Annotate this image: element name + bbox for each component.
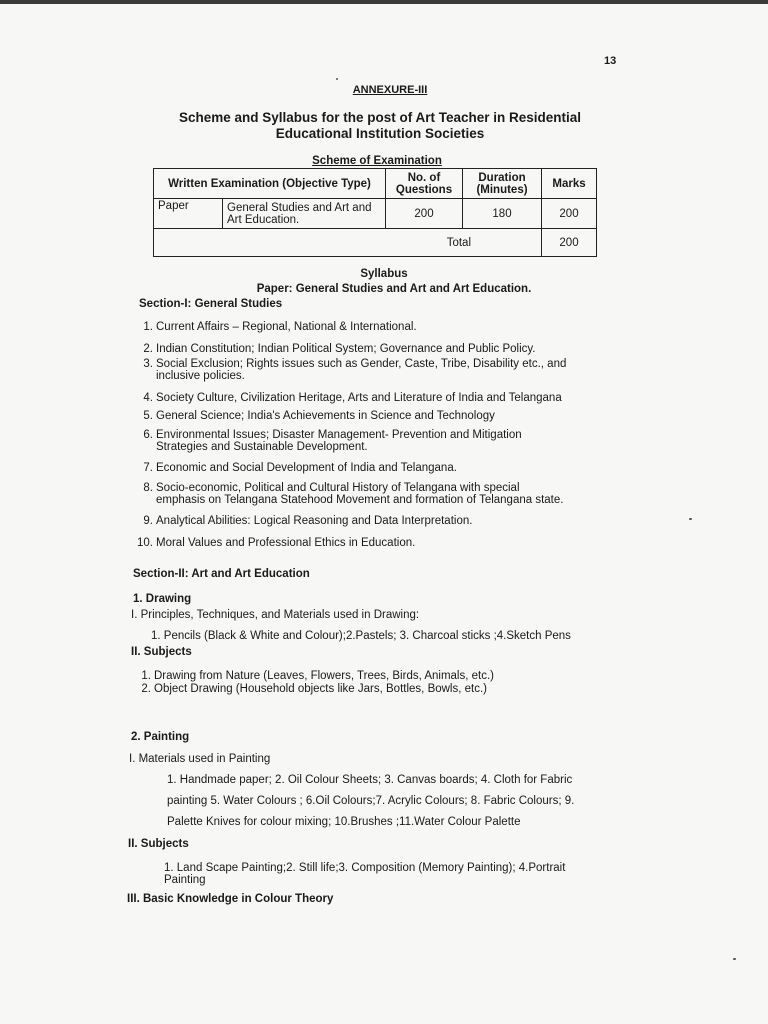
colour-theory-heading: III. Basic Knowledge in Colour Theory [127, 893, 334, 905]
section-1-heading: Section-I: General Studies [139, 298, 283, 310]
scheme-total-row [154, 229, 597, 257]
row-questions: 200 [386, 199, 463, 229]
scan-speck [336, 78, 338, 80]
item-text: Current Affairs – Regional, National & International. [156, 321, 417, 333]
painting-materials-heading: I. Materials used in Painting [129, 753, 271, 765]
header-duration-1: Duration [478, 171, 526, 184]
item-text-line-2: inclusive policies. [156, 370, 245, 382]
item-number: 1. [141, 670, 151, 682]
item-text-line-1: Environmental Issues; Disaster Management- Prevention and Mitigation [156, 429, 522, 441]
syllabus-heading: Syllabus [360, 268, 408, 280]
materials-line-2: painting 5. Water Colours ; 6.Oil Colours;7. Acrylic Colours; 8. Fabric Colours; 9. [167, 795, 575, 807]
header-exam: Written Examination (Objective Type) [154, 169, 386, 199]
row-marks: 200 [542, 199, 597, 229]
item-text-line-2: Strategies and Sustainable Development. [156, 441, 368, 453]
drawing-subjects-heading: II. Subjects [131, 646, 192, 658]
header-marks: Marks [542, 169, 597, 199]
list-item [137, 321, 417, 333]
total-label: Total [154, 229, 542, 257]
header-questions-2: Questions [395, 183, 453, 196]
document-title [150, 110, 610, 142]
annexure-text: ANNEXURE-III [352, 84, 428, 96]
scheme-header-row [154, 169, 597, 199]
annexure-label [0, 84, 768, 96]
item-text: General Science; India's Achievements in Science and Technology [156, 410, 495, 422]
page-number: 13 [604, 55, 617, 67]
item-number: 10. [137, 537, 153, 549]
list-item [137, 482, 563, 506]
item-number: 8. [143, 482, 153, 494]
list-item [135, 670, 494, 682]
item-number: 2. [143, 343, 153, 355]
item-text-line-1: Social Exclusion; Rights issues such as Gender, Caste, Tribe, Disability etc., and [156, 358, 567, 370]
total-marks: 200 [542, 229, 597, 257]
list-item [137, 462, 457, 474]
item-number: 7. [143, 462, 153, 474]
item-text: Indian Constitution; Indian Political System; Governance and Public Policy. [156, 343, 536, 355]
item-text: Moral Values and Professional Ethics in Education. [156, 537, 416, 549]
item-text [156, 358, 566, 382]
scan-edge [0, 0, 768, 4]
item-text: Drawing from Nature (Leaves, Flowers, Trees, Birds, Animals, etc.) [154, 670, 494, 682]
scan-speck [733, 958, 736, 960]
item-number: 2. [141, 683, 151, 695]
paper-heading: Paper: General Studies and Art and Art Education. [256, 283, 532, 295]
item-text-line-1: Socio-economic, Political and Cultural History of Telangana with special [156, 482, 520, 494]
header-duration [463, 169, 542, 199]
list-item [137, 515, 472, 527]
painting-subjects-list [164, 862, 565, 886]
scheme-table [153, 168, 597, 257]
list-item [137, 537, 415, 549]
header-questions-1: No. of [407, 171, 441, 184]
section-2-heading: Section-II: Art and Art Education [133, 568, 310, 580]
list-item [137, 358, 566, 382]
item-text [156, 429, 522, 453]
scheme-caption: Scheme of Examination [312, 155, 442, 167]
item-number: 6. [143, 429, 153, 441]
item-text: Object Drawing (Household objects like Jars, Bottles, Bowls, etc.) [154, 683, 487, 695]
row-label: Paper [154, 199, 223, 229]
list-item [135, 683, 487, 695]
scan-speck [689, 518, 692, 520]
list-item [137, 410, 495, 422]
item-text: Society Culture, Civilization Heritage, Arts and Literature of India and Telangana [156, 392, 562, 404]
row-subject-1: General Studies and Art and [227, 201, 372, 214]
subjects-line-1: 1. Land Scape Painting;2. Still life;3. Composition (Memory Painting); 4.Portrait [164, 862, 566, 874]
subjects-line-2: Painting [164, 874, 206, 886]
title-line-2: Educational Institution Societies [275, 126, 485, 141]
drawing-materials-item: 1. Pencils (Black & White and Colour);2.Pastels; 3. Charcoal sticks ;4.Sketch Pens [151, 630, 571, 642]
list-item [137, 429, 522, 453]
item-number: 3. [143, 358, 153, 370]
item-number: 4. [143, 392, 153, 404]
item-text: Economic and Social Development of India and Telangana. [156, 462, 457, 474]
item-text: Analytical Abilities: Logical Reasoning and Data Interpretation. [156, 515, 473, 527]
list-item [137, 343, 536, 355]
materials-line-1: 1. Handmade paper; 2. Oil Colour Sheets; 3. Canvas boards; 4. Cloth for Fabric [167, 774, 573, 786]
header-questions [386, 169, 463, 199]
materials-line-3: Palette Knives for colour mixing; 10.Brushes ;11.Water Colour Palette [167, 816, 521, 828]
row-subject [223, 199, 386, 229]
list-item [137, 392, 562, 404]
drawing-heading: 1. Drawing [133, 593, 192, 605]
scheme-data-row [154, 199, 597, 229]
drawing-principles-heading: I. Principles, Techniques, and Materials used in Drawing: [131, 609, 420, 621]
row-subject-2: Art Education. [227, 213, 300, 226]
item-text-line-2: emphasis on Telangana Statehood Movement and formation of Telangana state. [156, 494, 564, 506]
title-line-1: Scheme and Syllabus for the post of Art Teacher in Residential [178, 110, 582, 125]
item-number: 5. [143, 410, 153, 422]
item-number: 9. [143, 515, 153, 527]
painting-subjects-heading: II. Subjects [128, 838, 189, 850]
item-text [156, 482, 563, 506]
painting-materials-list [167, 770, 574, 833]
header-duration-2: (Minutes) [476, 183, 528, 196]
row-duration: 180 [463, 199, 542, 229]
item-number: 1. [143, 321, 153, 333]
painting-heading: 2. Painting [131, 731, 190, 743]
